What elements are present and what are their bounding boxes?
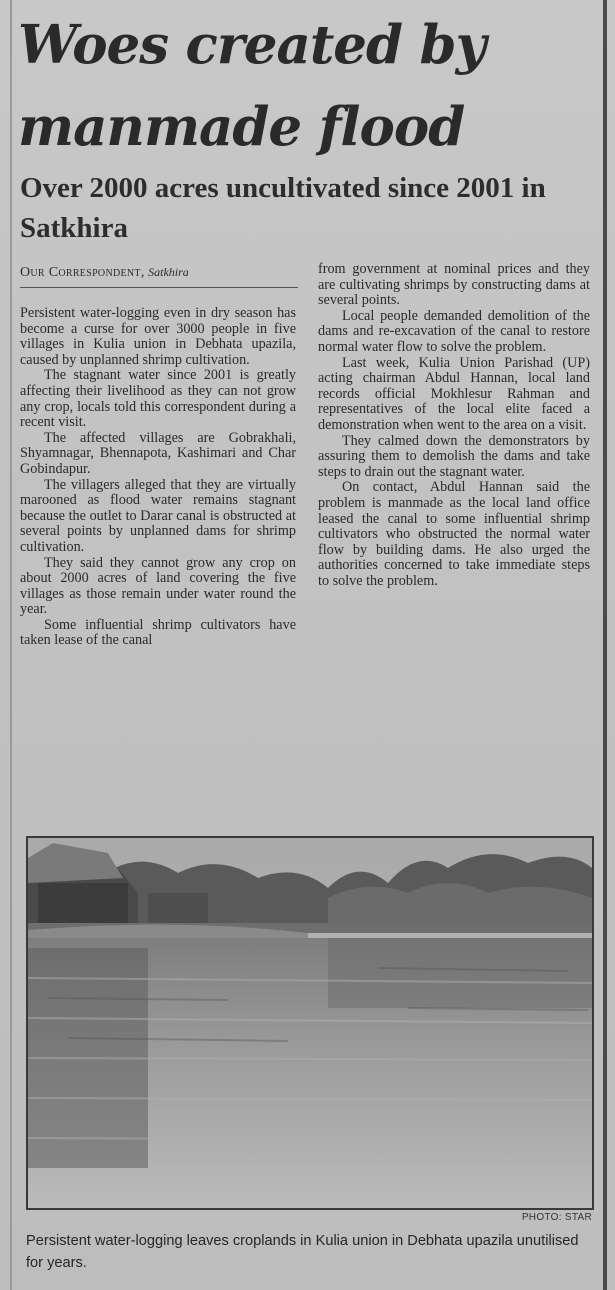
paragraph: The affected villages are Gobrakhali, Shyamnagar, Bhennapota, Kashimari and Char Gobindapur.	[20, 429, 296, 477]
paragraph: The villagers alleged that they are virtually marooned as flood water remains stagnant because the outlet to Darar canal is obstructed at several points by unplanned dams for shrimp cultivation.	[20, 476, 296, 555]
left-column-rule	[10, 0, 12, 1290]
paragraph: They said they cannot grow any crop on about 2000 acres of land covering the five villages as those remain under water round the year.	[20, 554, 296, 618]
photo-credit: PHOTO: STAR	[521, 1212, 592, 1223]
paragraph: Some influential shrimp cultivators have taken lease of the canal	[20, 616, 296, 649]
byline-name: Our Correspondent,	[20, 265, 145, 280]
paragraph: On contact, Abdul Hannan said the problem is manmade as the local land office leased the canal to some influential shrimp cultivators who obstructed the normal water flow by building dams. He also urged the authorities concerned to take immediate steps to solve the problem.	[318, 479, 590, 589]
paragraph: The stagnant water since 2001 is greatly affecting their livelihood as they can not grow any crop, locals told this correspondent during a recent visit.	[20, 367, 296, 431]
byline-place: Satkhira	[148, 265, 189, 279]
paragraph: Last week, Kulia Union Parishad (UP) acting chairman Abdul Hannan, local land records official Mokhlesur Rahman and representatives of the local elite faced a demonstration when went to the area on a visit.	[318, 354, 590, 433]
article-column-left	[20, 306, 296, 649]
photo-caption: Persistent water-logging leaves croplands in Kulia union in Debhata upazila unutilised for years.	[26, 1233, 579, 1271]
paragraph: Persistent water-logging even in dry season has become a curse for over 3000 people in five villages in Kulia union in Debhata upazila, caused by unplanned shrimp cultivation.	[20, 305, 296, 368]
right-edge-rule	[603, 0, 607, 1290]
article-column-right	[318, 262, 590, 589]
byline	[20, 265, 298, 288]
flooded-village-illustration	[28, 838, 592, 1208]
flooded-village-photo	[26, 836, 594, 1210]
subheadline: Over 2000 acres uncultivated since 2001 in Satkhira	[20, 172, 546, 244]
paragraph: They calmed down the demonstrators by assuring them to demolish the dams and take steps to drain out the stagnant water.	[318, 432, 590, 480]
paragraph: from government at nominal prices and they are cultivating shrimps by constructing dams at several points.	[318, 261, 590, 309]
headline: Woes created by manmade flood	[18, 14, 486, 158]
paragraph: Local people demanded demolition of the dams and re-excavation of the canal to restore normal water flow to solve the problem.	[318, 307, 590, 355]
